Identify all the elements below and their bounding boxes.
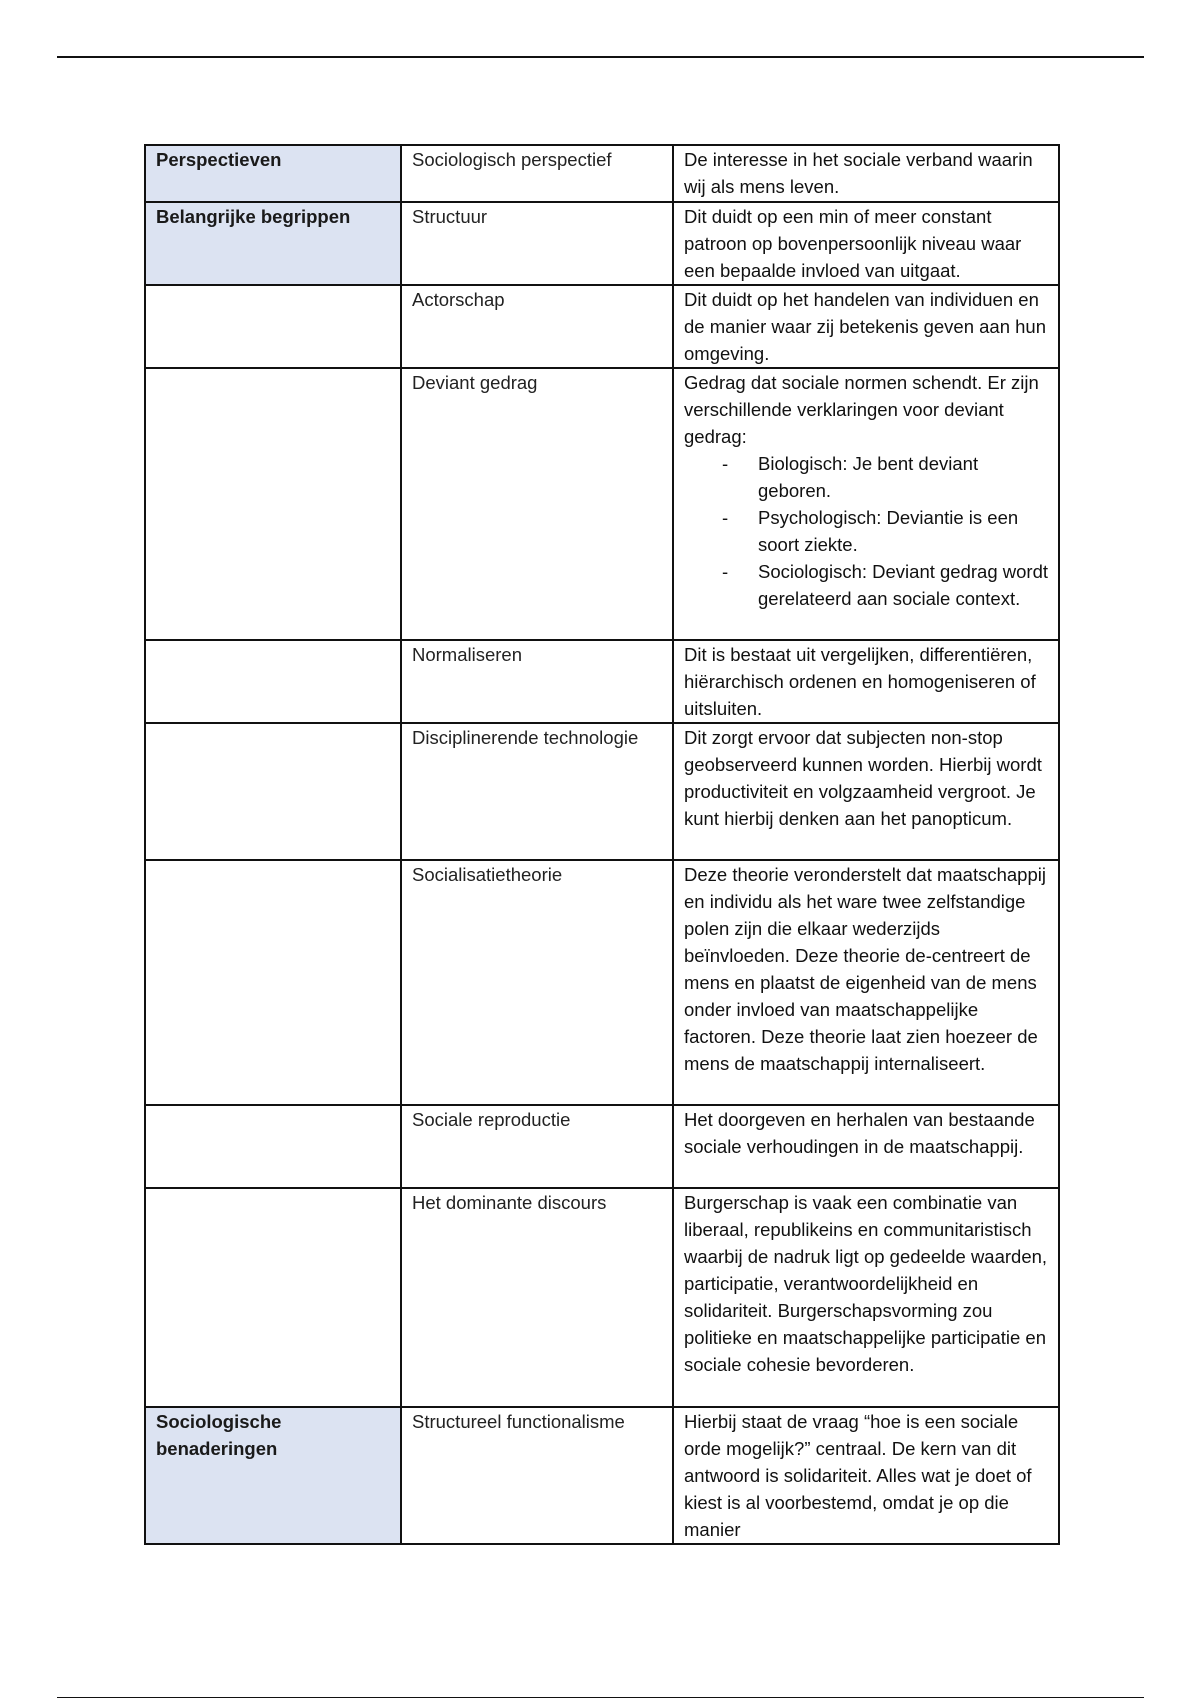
term-cell: Het dominante discours	[401, 1188, 673, 1407]
description-cell: Burgerschap is vaak een combinatie van liberaal, republikeins en communitaristisch waarbij de nadruk ligt op gedeelde waarden, participatie, verantwoordelijkheid en solidariteit. Burgerschapsvorming zou politieke en maatschappelijke participatie en sociale cohesie bevorderen.	[673, 1188, 1059, 1407]
term-cell: Structureel functionalisme	[401, 1407, 673, 1544]
description-cell: Hierbij staat de vraag “hoe is een sociale orde mogelijk?” centraal. De kern van dit antwoord is solidariteit. Alles wat je doet of kiest is al voorbestemd, omdat je op die manier	[673, 1407, 1059, 1544]
category-cell	[145, 1105, 401, 1188]
bullet-dash: -	[722, 453, 729, 474]
concepts-table	[144, 144, 1060, 1545]
term-cell: Sociale reproductie	[401, 1105, 673, 1188]
table-row	[145, 1105, 1059, 1188]
table-row	[145, 368, 1059, 640]
table-row	[145, 723, 1059, 860]
table-row	[145, 202, 1059, 285]
category-cell	[145, 285, 401, 368]
term-cell: Sociologisch perspectief	[401, 145, 673, 202]
term-cell: Structuur	[401, 202, 673, 285]
category-cell	[145, 860, 401, 1105]
table-row	[145, 1188, 1059, 1407]
category-cell	[145, 723, 401, 860]
list-item	[722, 504, 1048, 558]
description-cell: Het doorgeven en herhalen van bestaande sociale verhoudingen in de maatschappij.	[673, 1105, 1059, 1188]
table-row	[145, 285, 1059, 368]
description-cell: Dit duidt op het handelen van individuen en de manier waar zij betekenis geven aan hun omgeving.	[673, 285, 1059, 368]
description-cell	[673, 368, 1059, 640]
table-row	[145, 145, 1059, 202]
description-cell: Deze theorie veronderstelt dat maatschappij en individu als het ware twee zelfstandige polen zijn die elkaar wederzijds beïnvloeden. Deze theorie de-centreert de mens en plaatst de eigenheid van de mens onder invloed van maatschappelijke factoren. Deze theorie laat zien hoezeer de mens de maatschappij internaliseert.	[673, 860, 1059, 1105]
term-cell: Deviant gedrag	[401, 368, 673, 640]
list-item-text: Biologisch: Je bent deviant geboren.	[758, 453, 979, 501]
category-cell: Belangrijke begrippen	[145, 202, 401, 285]
category-cell: Perspectieven	[145, 145, 401, 202]
category-cell: Sociologische benaderingen	[145, 1407, 401, 1544]
term-cell: Disciplinerende technologie	[401, 723, 673, 860]
term-cell: Normaliseren	[401, 640, 673, 723]
bullet-dash: -	[722, 561, 729, 582]
list-item	[722, 558, 1048, 612]
category-cell	[145, 1188, 401, 1407]
description-cell: Dit zorgt ervoor dat subjecten non-stop geobserveerd kunnen worden. Hierbij wordt productiviteit en volgzaamheid vergroot. Je kunt hierbij denken aan het panopticum.	[673, 723, 1059, 860]
explanation-list	[684, 450, 1048, 612]
category-cell	[145, 640, 401, 723]
term-cell: Actorschap	[401, 285, 673, 368]
description-cell: Dit duidt op een min of meer constant patroon op bovenpersoonlijk niveau waar een bepaalde invloed van uitgaat.	[673, 202, 1059, 285]
description-cell: Dit is bestaat uit vergelijken, differentiëren, hiërarchisch ordenen en homogeniseren of uitsluiten.	[673, 640, 1059, 723]
footer-rule	[57, 1697, 1144, 1698]
description-text: Gedrag dat sociale normen schendt. Er zijn verschillende verklaringen voor deviant gedrag:	[684, 372, 1039, 447]
header-rule	[57, 56, 1144, 58]
table-row	[145, 640, 1059, 723]
table-row	[145, 860, 1059, 1105]
category-cell	[145, 368, 401, 640]
list-item-text: Psychologisch: Deviantie is een soort ziekte.	[758, 507, 1019, 555]
description-cell: De interesse in het sociale verband waarin wij als mens leven.	[673, 145, 1059, 202]
term-cell: Socialisatietheorie	[401, 860, 673, 1105]
list-item	[722, 450, 1048, 504]
bullet-dash: -	[722, 507, 729, 528]
list-item-text: Sociologisch: Deviant gedrag wordt gerelateerd aan sociale context.	[758, 561, 1048, 609]
table-row	[145, 1407, 1059, 1544]
